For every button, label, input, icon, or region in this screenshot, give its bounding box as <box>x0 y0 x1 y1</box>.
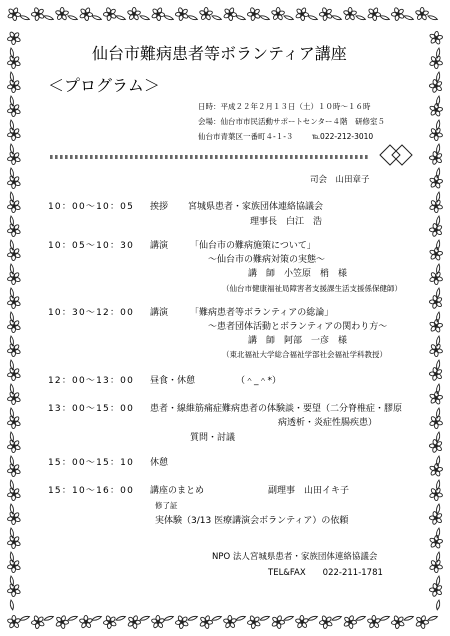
border-flower-icon <box>150 613 167 630</box>
border-flower-icon <box>6 55 21 69</box>
document-title: 仙台市難病患者等ボランティア講座 <box>92 44 347 63</box>
program-kind: 昼食・休憩 <box>150 376 196 386</box>
divider-dot <box>310 155 313 159</box>
border-leaf-icon <box>187 615 197 621</box>
border-flower-icon <box>7 6 22 21</box>
divider-dot <box>185 155 188 159</box>
border-leaf-icon <box>403 15 413 21</box>
divider-dot <box>180 155 183 159</box>
border-flower-icon <box>429 151 443 165</box>
divider-dot <box>80 155 83 159</box>
program-kind: 講座のまとめ <box>150 486 205 496</box>
border-flower-icon <box>54 6 70 23</box>
divider-dot <box>210 155 213 159</box>
event-date: 日時：平成２２年２月１３日（土）１０時～１６時 <box>198 102 371 111</box>
border-flower-icon <box>5 221 23 239</box>
program-line: 修了証 <box>155 501 178 510</box>
divider-dot <box>315 155 318 159</box>
border-leaf-icon <box>403 615 413 621</box>
program-kind: 講演 <box>150 308 169 318</box>
divider-dot <box>55 155 58 159</box>
program-time: 10：05～10：30 <box>48 241 135 251</box>
border-flower-icon <box>5 389 23 407</box>
border-flower-icon <box>5 509 23 527</box>
border-flower-icon <box>427 29 445 47</box>
border-flower-icon <box>428 438 445 454</box>
divider-dot <box>330 155 333 159</box>
border-flower-icon <box>6 613 23 630</box>
border-flower-icon <box>197 612 216 631</box>
border-flower-icon <box>428 535 443 550</box>
border-flower-icon <box>426 317 445 336</box>
event-address: 仙台市青葉区一番町４-１-３ <box>198 132 294 141</box>
program-line: ～仙台市の難病対策の実態～ <box>208 255 326 265</box>
program-kind: 挨拶 <box>150 202 169 212</box>
border-flower-icon <box>427 269 446 287</box>
border-flower-icon <box>5 149 23 167</box>
border-leaf-icon <box>331 615 341 621</box>
border-flower-icon <box>6 175 21 189</box>
divider-dot <box>60 155 63 159</box>
divider-dot <box>175 155 178 159</box>
border-flower-icon <box>125 612 144 631</box>
divider-dot <box>335 155 338 159</box>
divider-dot <box>290 155 293 159</box>
border-flower-icon <box>222 6 238 21</box>
divider-dot <box>205 155 208 159</box>
border-leaf-icon <box>283 15 293 21</box>
divider-dot <box>350 155 353 159</box>
program-line: 質問・討議 <box>190 433 236 443</box>
program-line: 講 師 阿部 一彦 様 <box>248 336 348 346</box>
border-flower-icon <box>5 364 24 383</box>
border-leaf-icon <box>355 15 365 21</box>
border-leaf-icon <box>235 15 245 21</box>
border-flower-icon <box>341 5 358 22</box>
divider-dot <box>365 155 368 159</box>
border-flower-icon <box>174 6 190 22</box>
divider-dot <box>255 155 258 159</box>
border-flower-icon <box>6 318 22 334</box>
border-leaf-icon <box>331 15 341 21</box>
border-flower-icon <box>428 198 444 214</box>
divider-dot <box>105 155 108 159</box>
program-time: 10：30～12：00 <box>48 308 135 318</box>
border-flower-icon <box>5 124 24 143</box>
border-leaf-icon <box>10 600 15 610</box>
divider-dot <box>235 155 238 159</box>
border-leaf-icon <box>163 15 173 21</box>
border-leaf-icon <box>43 615 53 621</box>
border-flower-icon <box>6 438 22 454</box>
divider-dot <box>230 155 233 159</box>
border-leaf-icon <box>67 15 77 21</box>
divider-dot <box>100 155 103 159</box>
program-time: 10：00～10：05 <box>48 202 135 212</box>
divider-dot <box>345 155 348 159</box>
border-flower-icon <box>246 614 262 629</box>
border-leaf-icon <box>139 15 149 21</box>
divider-dot <box>120 155 123 159</box>
program-line: 患者・線維筋痛症難病患者の体験談・要望（二分脊椎症・膠原 <box>150 404 403 414</box>
program-line: 宮城県患者・家族団体連絡協議会 <box>188 202 324 212</box>
border-flower-icon <box>427 293 446 312</box>
border-leaf-icon <box>187 15 197 21</box>
border-flower-icon <box>427 53 444 71</box>
divider-dot <box>320 155 323 159</box>
border-flower-icon <box>427 222 444 239</box>
border-flower-icon <box>199 7 213 21</box>
border-flower-icon <box>6 558 22 574</box>
border-leaf-icon <box>211 15 221 21</box>
program-line: 講 師 小笠原 梢 様 <box>248 269 348 279</box>
border-flower-icon <box>5 484 24 503</box>
border-leaf-icon <box>259 615 269 621</box>
divider-dot <box>190 155 193 159</box>
divider-dot <box>65 155 68 159</box>
diamond-ornament-icon <box>378 142 414 168</box>
border-leaf-icon <box>163 615 173 621</box>
border-leaf-icon <box>427 15 437 21</box>
border-flower-icon <box>6 198 22 214</box>
divider-dot <box>325 155 328 159</box>
border-flower-icon <box>428 102 443 118</box>
border-leaf-icon <box>355 615 365 621</box>
program-line: （仙台市健康福祉局障害者支援課生活支援係保健師） <box>222 284 402 293</box>
program-kind: 休憩 <box>150 458 169 468</box>
divider-dot <box>200 155 203 159</box>
border-leaf-icon <box>43 15 53 21</box>
divider-dot <box>295 155 298 159</box>
divider-dot <box>260 155 263 159</box>
divider-dot <box>70 155 73 159</box>
border-leaf-icon <box>115 15 125 21</box>
border-flower-icon <box>413 612 432 631</box>
divider-dot <box>90 155 93 159</box>
border-flower-icon <box>5 269 23 287</box>
divider-dot <box>130 155 133 159</box>
border-flower-icon <box>292 4 311 23</box>
border-leaf-icon <box>307 15 317 21</box>
divider-dot <box>110 155 113 159</box>
host-name: 司会 山田章子 <box>310 175 370 185</box>
border-flower-icon <box>427 365 446 384</box>
border-flower-icon <box>390 614 406 629</box>
border-flower-icon <box>428 462 443 478</box>
border-flower-icon <box>6 78 22 94</box>
border-flower-icon <box>5 341 23 359</box>
border-flower-icon <box>429 487 444 501</box>
divider-dot <box>275 155 278 159</box>
border-leaf-icon <box>67 615 77 621</box>
border-flower-icon <box>6 415 21 429</box>
border-leaf-icon <box>427 615 437 621</box>
border-flower-icon <box>5 461 23 479</box>
divider-dot <box>215 155 218 159</box>
divider-dot <box>165 155 168 159</box>
border-flower-icon <box>30 614 46 629</box>
divider-dot <box>245 155 248 159</box>
border-flower-icon <box>428 558 444 574</box>
divider-dot <box>145 155 148 159</box>
footer-tel-fax: TEL&FAX 022-211-1781 <box>268 568 383 578</box>
border-flower-icon <box>428 175 443 190</box>
footer-organization: NPO 法人宮城県患者・家族団体連絡協議会 <box>212 552 378 562</box>
divider-dot <box>195 155 198 159</box>
border-flower-icon <box>6 295 21 309</box>
program-line: ～患者団体活動とボランティアの関わり方～ <box>208 322 388 332</box>
divider-dot <box>85 155 88 159</box>
divider-dot <box>285 155 288 159</box>
divider-dot <box>160 155 163 159</box>
border-flower-icon <box>414 6 430 23</box>
program-time: 12：00～13：00 <box>48 376 135 386</box>
program-time: 15：00～15：10 <box>48 458 135 468</box>
document-subtitle: ＜プログラム＞ <box>48 76 160 95</box>
divider-dot <box>150 155 153 159</box>
divider-dot <box>265 155 268 159</box>
program-line: 理事長 白江 浩 <box>250 217 323 227</box>
divider-dot <box>240 155 243 159</box>
border-leaf-icon <box>436 600 441 610</box>
program-line: 「難病患者等ボランティアの総論」 <box>190 308 334 318</box>
divider-dot <box>225 155 228 159</box>
divider-dot <box>270 155 273 159</box>
border-flower-icon <box>429 511 443 525</box>
divider-dot <box>50 155 53 159</box>
border-flower-icon <box>78 613 95 630</box>
border-flower-icon <box>5 29 23 47</box>
divider-dot <box>220 155 223 159</box>
border-flower-icon <box>269 5 288 24</box>
border-flower-icon <box>391 7 405 22</box>
border-flower-icon <box>102 614 118 629</box>
border-flower-icon <box>427 413 444 431</box>
divider-dot <box>125 155 128 159</box>
border-flower-icon <box>269 612 288 631</box>
border-flower-icon <box>427 582 444 599</box>
divider-dot <box>360 155 363 159</box>
divider-dot <box>250 155 253 159</box>
program-line: 副理事 山田イキ子 <box>268 486 350 496</box>
divider-dot <box>95 155 98 159</box>
border-flower-icon <box>5 581 23 599</box>
border-flower-icon <box>318 614 334 629</box>
event-tel: ℡022-212-3010 <box>312 132 374 141</box>
program-line: 「仙台市の難病施策について」 <box>190 241 316 251</box>
border-flower-icon <box>245 5 263 22</box>
border-flower-icon <box>77 5 95 23</box>
divider-dot <box>340 155 343 159</box>
border-leaf-icon <box>235 615 245 621</box>
border-leaf-icon <box>91 615 101 621</box>
border-leaf-icon <box>115 615 125 621</box>
border-flower-icon <box>366 613 383 630</box>
program-line: （＾_＾*） <box>236 376 282 386</box>
divider-dot <box>170 155 173 159</box>
divider-dot <box>135 155 138 159</box>
border-flower-icon <box>5 244 24 263</box>
divider-dot <box>75 155 78 159</box>
divider-dot <box>355 155 358 159</box>
border-leaf-icon <box>19 15 29 21</box>
border-leaf-icon <box>283 615 293 621</box>
border-flower-icon <box>429 127 444 141</box>
divider-dot <box>300 155 303 159</box>
border-flower-icon <box>428 78 445 94</box>
divider-dot <box>280 155 283 159</box>
border-flower-icon <box>294 613 311 630</box>
program-line: （東北福祉大学総合福祉学部社会福祉学科教授） <box>222 350 387 359</box>
border-leaf-icon <box>211 615 221 621</box>
border-flower-icon <box>53 612 72 631</box>
border-flower-icon <box>174 614 190 629</box>
border-flower-icon <box>6 535 21 549</box>
divider-dot <box>155 155 158 159</box>
border-flower-icon <box>101 4 120 23</box>
border-flower-icon <box>367 6 382 21</box>
border-leaf-icon <box>379 615 389 621</box>
border-flower-icon <box>427 245 445 263</box>
border-leaf-icon <box>259 15 269 21</box>
border-flower-icon <box>222 613 239 630</box>
border-flower-icon <box>427 389 445 407</box>
border-flower-icon <box>31 7 45 22</box>
program-time: 15：10～16：00 <box>48 486 135 496</box>
border-leaf-icon <box>379 15 389 21</box>
program-line: 実体験（3/13 医療講演会ボランティア）の依頼 <box>155 516 349 526</box>
border-leaf-icon <box>139 615 149 621</box>
border-flower-icon <box>341 612 360 631</box>
border-flower-icon <box>317 5 335 24</box>
divider-dot <box>140 155 143 159</box>
event-venue: 会場：仙台市市民活動サポートセンター４階 研修室５ <box>198 117 385 126</box>
divider-dot <box>305 155 308 159</box>
program-time: 13：00～15：00 <box>48 404 135 414</box>
border-leaf-icon <box>19 615 29 621</box>
dotted-divider <box>50 153 370 161</box>
border-flower-icon <box>5 101 23 119</box>
border-flower-icon <box>149 5 167 23</box>
border-leaf-icon <box>307 615 317 621</box>
program-kind: 講演 <box>150 241 169 251</box>
program-line: 病透析・炎症性腸疾患） <box>278 418 378 428</box>
divider-dot <box>115 155 118 159</box>
border-flower-icon <box>125 5 144 24</box>
border-flower-icon <box>426 341 445 360</box>
border-leaf-icon <box>91 15 101 21</box>
